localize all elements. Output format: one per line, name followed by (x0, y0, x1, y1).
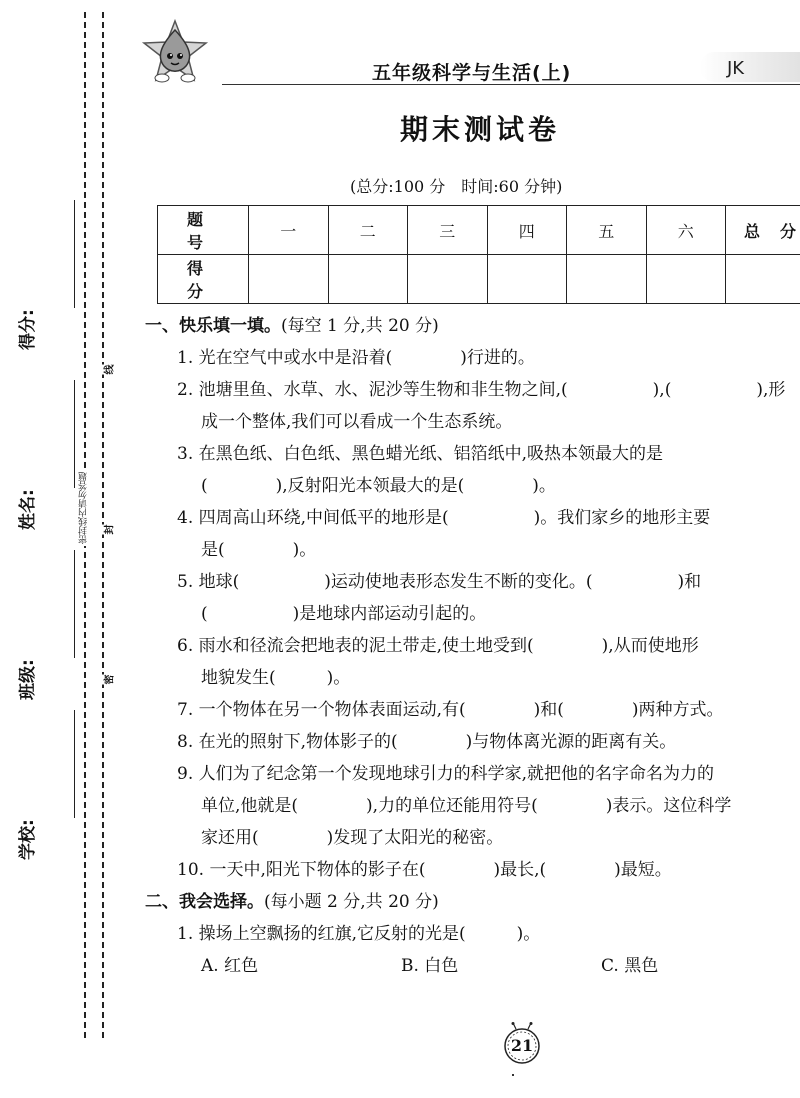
col-6: 六 (646, 206, 726, 255)
seal-char-mi: 密 (101, 675, 116, 685)
question-line: 7. 一个物体在另一个物体表面运动,有( )和( )两种方式。 (177, 700, 724, 720)
row-label-question-no: 题 号 (158, 206, 249, 255)
header-decor-band (700, 52, 800, 82)
score-table (157, 205, 800, 304)
question-continuation: 是( )。 (201, 540, 317, 560)
section-2-question-1: 1. 操场上空飘扬的红旗,它反射的光是( )。 (177, 924, 541, 944)
question-line: 10. 一天中,阳光下物体的影子在( )最长,( )最短。 (177, 860, 672, 880)
score-underline (74, 200, 75, 308)
question-line: 4. 四周高山环绕,中间低平的地形是( )。我们家乡的地形主要 (177, 508, 711, 528)
col-1: 一 (249, 206, 329, 255)
name-field[interactable] (16, 380, 76, 530)
score-table-header-row (158, 206, 800, 255)
question-continuation: 家还用( )发现了太阳光的秘密。 (201, 828, 504, 848)
section-2-note: (每小题 2 分,共 20 分) (264, 892, 439, 912)
section-2-title: 二、我会选择。 (145, 892, 264, 912)
col-5: 五 (567, 206, 647, 255)
seal-char-feng: 封 (101, 525, 116, 535)
score-cell-1[interactable] (249, 255, 329, 304)
bottom-dot (512, 1074, 514, 1076)
question-line: 6. 雨水和径流会把地表的泥土带走,使土地受到( ),从而使地形 (177, 636, 699, 656)
question-continuation: 成一个整体,我们可以看成一个生态系统。 (201, 412, 513, 432)
question-line: 5. 地球( )运动使地表形态发生不断的变化。( )和 (177, 572, 702, 592)
questions-content (145, 310, 800, 982)
publisher-badge: JK (727, 58, 745, 79)
school-underline (74, 710, 75, 818)
seal-notice: 密封线内请勿答题 (79, 472, 89, 544)
seal-char-xian: 线 (101, 365, 116, 375)
score-cell-6[interactable] (646, 255, 726, 304)
question-continuation: 单位,他就是( ),力的单位还能用符号( )表示。这位科学 (201, 796, 732, 816)
col-total: 总 分 (726, 206, 800, 255)
header-rule (222, 84, 800, 85)
section-1-questions (145, 342, 800, 886)
question-line: 9. 人们为了纪念第一个发现地球引力的科学家,就把他的名字命名为力的 (177, 764, 715, 784)
section-1-note: (每空 1 分,共 20 分) (281, 316, 439, 336)
name-label: 姓名: (18, 489, 38, 530)
question-line: 1. 光在空气中或水中是沿着( )行进的。 (177, 348, 535, 368)
score-table-score-row (158, 255, 800, 304)
exam-title: 期末测试卷 (399, 113, 560, 146)
option-a[interactable]: A. 红色 (201, 956, 259, 976)
subject-title: 五年级科学与生活(上) (372, 62, 572, 84)
school-field[interactable] (16, 710, 76, 860)
name-underline (74, 380, 75, 488)
option-b[interactable]: B. 白色 (401, 956, 459, 976)
score-cell-3[interactable] (408, 255, 488, 304)
score-cell-4[interactable] (487, 255, 567, 304)
class-field[interactable] (16, 550, 76, 700)
class-underline (74, 550, 75, 658)
page-number: 21 (510, 1036, 534, 1055)
question-continuation: 地貌发生( )。 (201, 668, 351, 688)
question-line: 8. 在光的照射下,物体影子的( )与物体离光源的距离有关。 (177, 732, 677, 752)
question-line: 2. 池塘里鱼、水草、水、泥沙等生物和非生物之间,( ),( ),形 (177, 380, 786, 400)
col-2: 二 (328, 206, 408, 255)
score-cell-5[interactable] (567, 255, 647, 304)
class-label: 班级: (18, 659, 38, 700)
choice-options (145, 950, 800, 982)
question-line: 3. 在黑色纸、白色纸、黑色蜡光纸、铝箔纸中,吸热本领最大的是 (177, 444, 664, 464)
exam-meta: (总分:100 分 时间:60 分钟) (350, 177, 563, 196)
question-continuation: ( )是地球内部运动引起的。 (201, 604, 487, 624)
section-2-heading (145, 886, 800, 918)
school-label: 学校: (18, 819, 38, 860)
score-cell-2[interactable] (328, 255, 408, 304)
score-label: 得分: (18, 309, 38, 350)
col-3: 三 (408, 206, 488, 255)
row-label-score: 得 分 (158, 255, 249, 304)
section-1-heading (145, 310, 800, 342)
section-1-title: 一、快乐填一填。 (145, 316, 281, 336)
option-c[interactable]: C. 黑色 (601, 956, 659, 976)
question-continuation: ( ),反射阳光本领最大的是( )。 (201, 476, 556, 496)
score-cell-total[interactable] (726, 255, 800, 304)
score-field[interactable] (16, 200, 76, 350)
mascot-icon (140, 18, 210, 88)
col-4: 四 (487, 206, 567, 255)
